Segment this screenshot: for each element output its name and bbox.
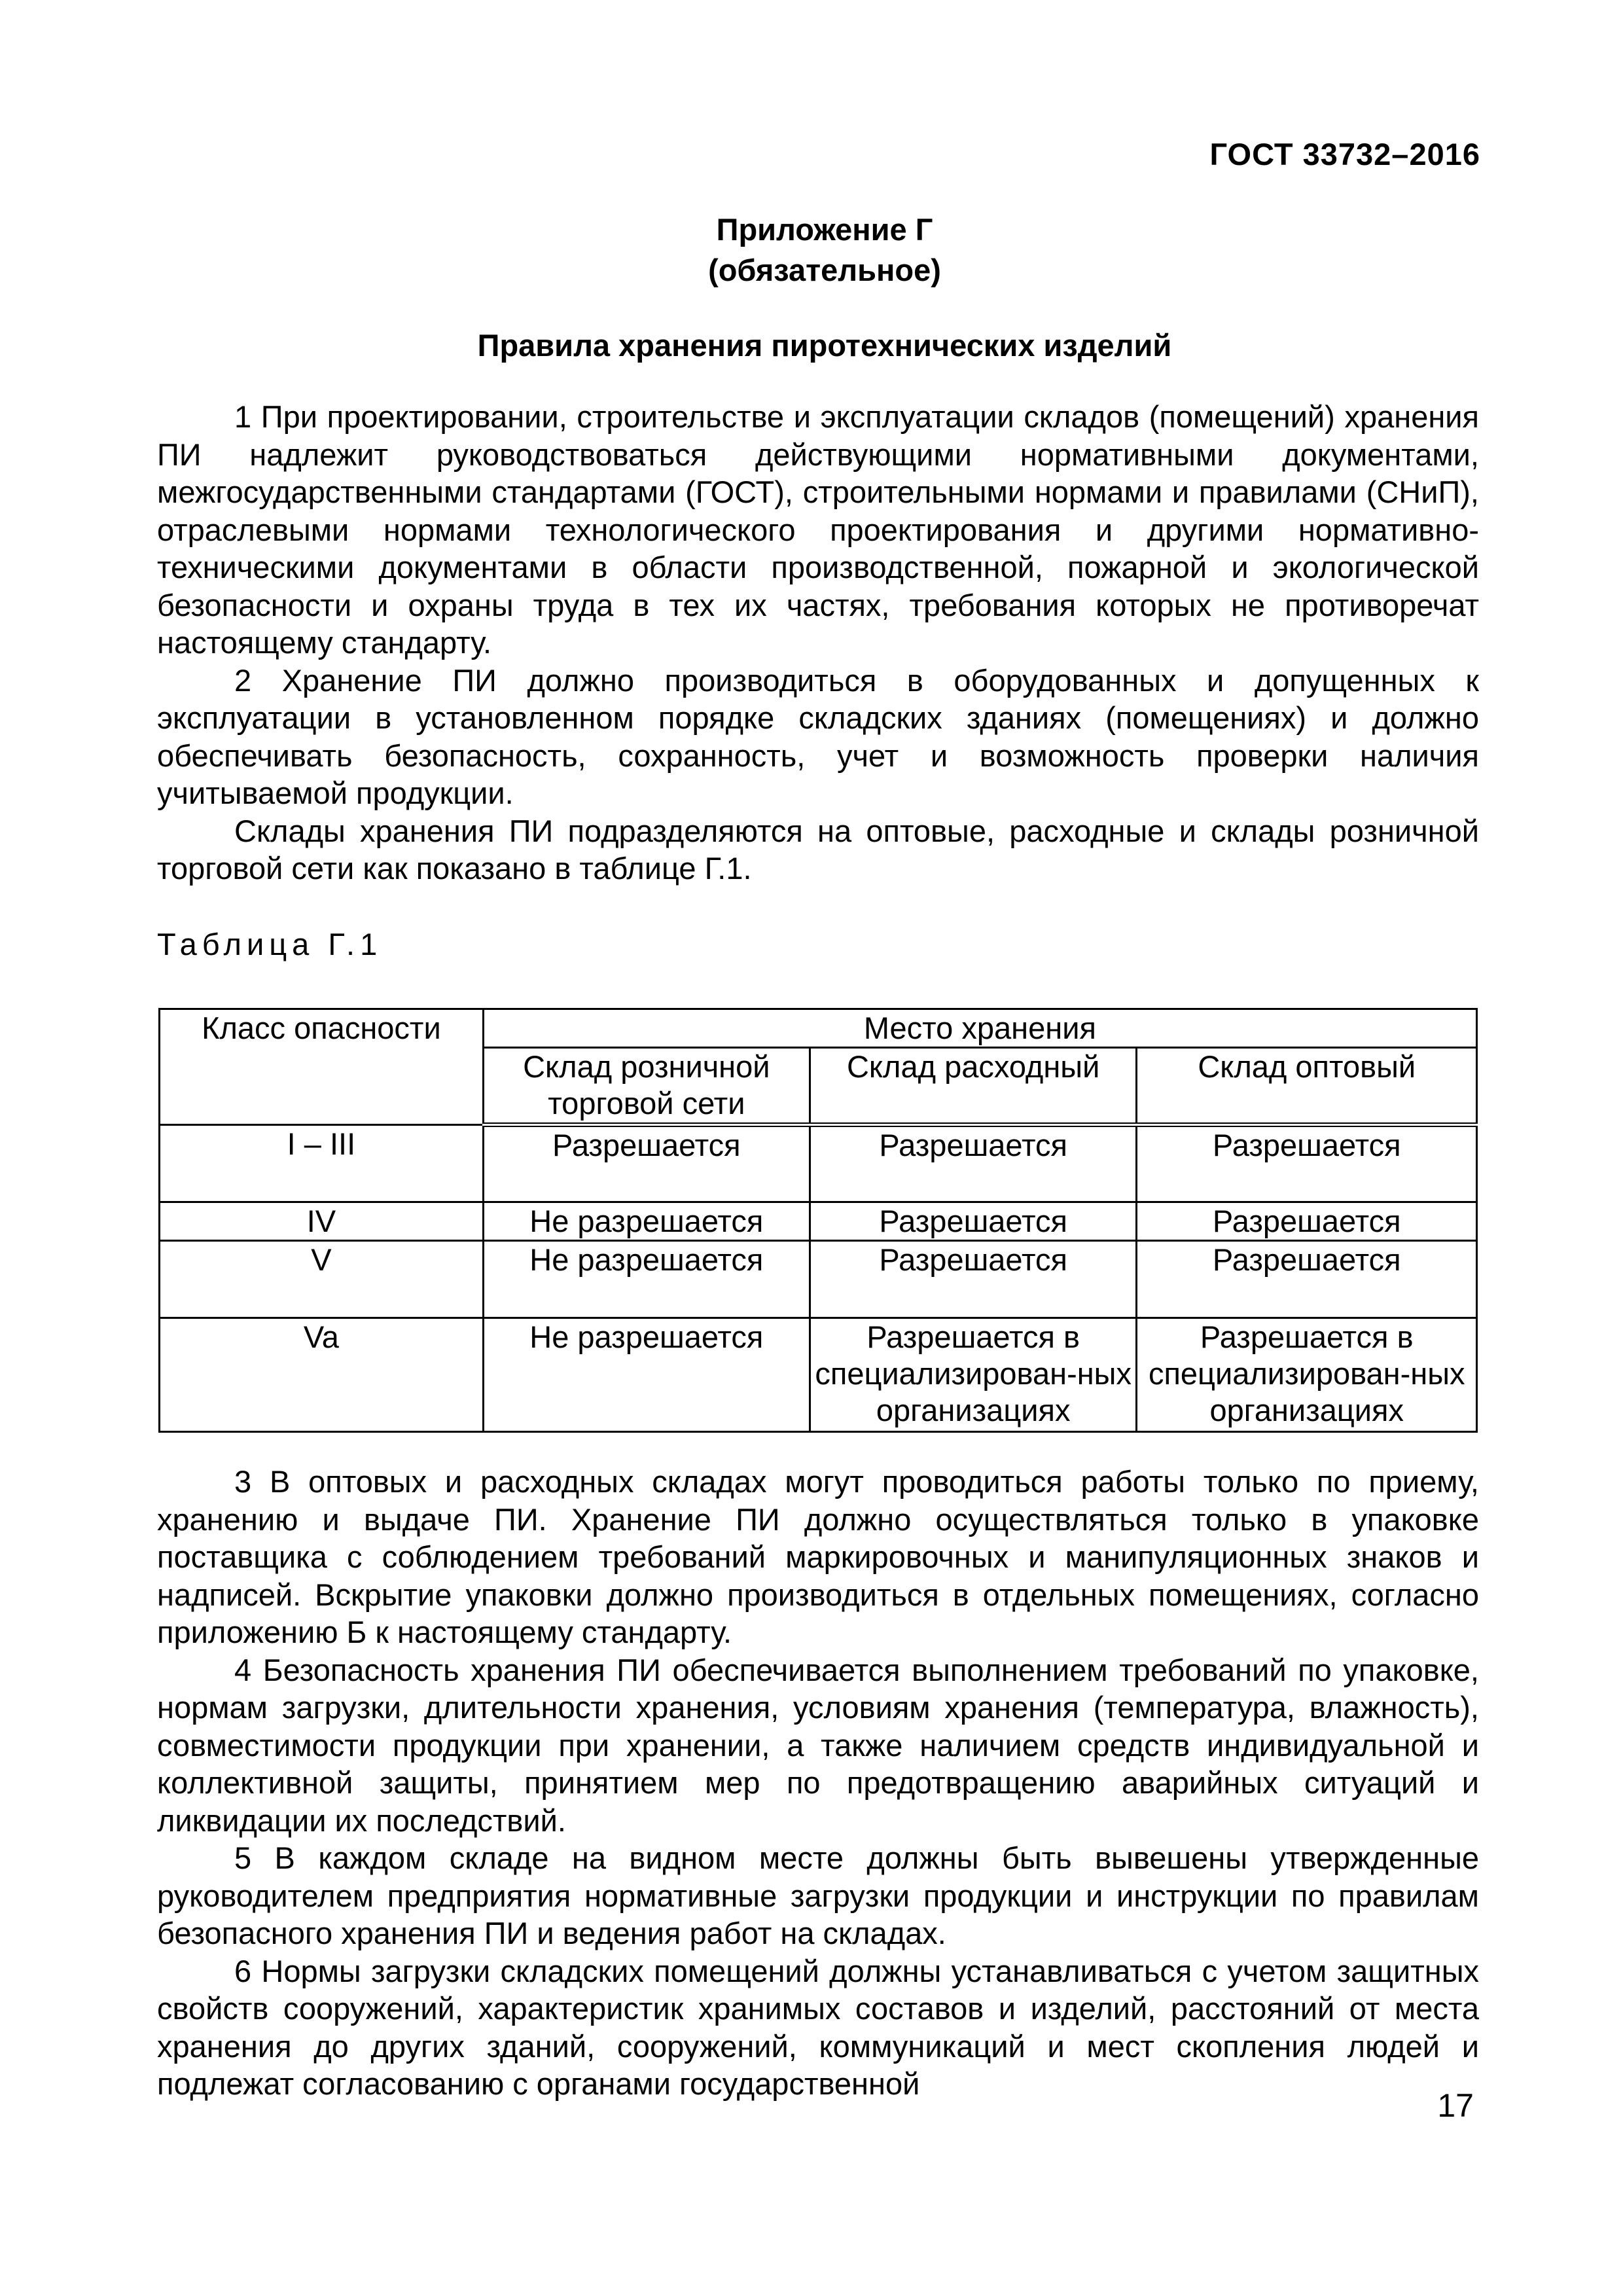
paragraph-3: 3 В оптовых и расходных складах могут проводиться работы только по приему, хранению и выдаче ПИ. Хранение ПИ должно осуществляться только в упаковке поставщика с соблюдением требований маркировочных и манипуляционных знаков и надписей. Вскрытие упаковки должно производиться в отдельных помещениях, согласно приложению Б к настоящему стандарту. [157, 1464, 1479, 1649]
header-consumable: Склад расходный [810, 1048, 1137, 1125]
header-hazard-class: Класс опасности [160, 1009, 484, 1125]
cell-wholesale: Разрешается [1137, 1202, 1477, 1241]
header-wholesale: Склад оптовый [1137, 1048, 1477, 1125]
storage-table [158, 1008, 1478, 1433]
paragraph-6: 6 Нормы загрузки складских помещений должны устанавливаться с учетом защитных свойств сооружений, характеристик хранимых составов и изделий, расстояний от места хранения до других зданий, сооружений, коммуникаций и мест скопления людей и подлежат согласованию с органами государственной [157, 1953, 1479, 2101]
annex-heading [0, 209, 1623, 291]
cell-wholesale: Разрешается [1137, 1125, 1477, 1202]
paragraph-2: 2 Хранение ПИ должно производиться в оборудованных и допущенных к эксплуатации в установленном порядке складских зданиях (помещениях) и должно обеспечивать безопасность, сохранность, учет и возможность проверки наличия учитываемой продукции. [157, 662, 1479, 810]
annex-status: (обязательное) [708, 253, 941, 287]
paragraph-5: 5 В каждом складе на видном месте должны быть вывешены утвержденные руководителем предприятия нормативные загрузки продукции и инструкции по правилам безопасного хранения ПИ и ведения работ на складах. [157, 1840, 1479, 1950]
page-number: 17 [1437, 2087, 1474, 2124]
cell-retail: Не разрешается [483, 1241, 810, 1318]
standard-code: ГОСТ 33732–2016 [1209, 137, 1480, 171]
table-row [160, 1318, 1477, 1432]
paragraphs-after-table [157, 1463, 1479, 2103]
cell-consumable: Разрешается [810, 1125, 1137, 1202]
cell-hazard-class: I – III [160, 1125, 484, 1202]
cell-retail: Разрешается [483, 1125, 810, 1202]
cell-hazard-class: Va [160, 1318, 484, 1432]
paragraph-1: 1 При проектировании, строительстве и эксплуатации складов (помещений) хранения ПИ надлежит руководствоваться действующими нормативными документами, межгосударственными стандартами (ГОСТ), строительными нормами и правилами (СНиП), отраслевыми нормами технологического проектирования и другими нормативно-техническими документами в области производственной, пожарной и экологической безопасности и охраны труда в тех их частях, требования которых не противоречат настоящему стандарту. [157, 399, 1479, 660]
cell-retail: Не разрешается [483, 1318, 810, 1432]
table-row [160, 1241, 1477, 1318]
table-row [160, 1125, 1477, 1202]
cell-hazard-class: V [160, 1241, 484, 1318]
table-row [160, 1202, 1477, 1241]
table-label: Таблица Г.1 [157, 927, 383, 961]
cell-consumable: Разрешается [810, 1202, 1137, 1241]
cell-wholesale: Разрешается в специализирован-ных организациях [1137, 1318, 1477, 1432]
paragraph-2-continued: Склады хранения ПИ подразделяются на оптовые, расходные и склады розничной торговой сети как показано в таблице Г.1. [157, 813, 1479, 886]
annex-title: Приложение Г [716, 212, 933, 247]
header-retail: Склад розничной торговой сети [483, 1048, 810, 1125]
paragraphs-before-table [157, 398, 1479, 888]
cell-retail: Не разрешается [483, 1202, 810, 1241]
section-title: Правила хранения пиротехнических изделий [477, 328, 1172, 363]
cell-consumable: Разрешается в специализирован-ных организациях [810, 1318, 1137, 1432]
cell-hazard-class: IV [160, 1202, 484, 1241]
cell-wholesale: Разрешается [1137, 1241, 1477, 1318]
paragraph-4: 4 Безопасность хранения ПИ обеспечивается выполнением требований по упаковке, нормам загрузки, длительности хранения, условиям хранения (температура, влажность), совместимости продукции при хранении, а также наличием средств индивидуальной и коллективной защиты, принятием мер по предотвращению аварийных ситуаций и ликвидации их последствий. [157, 1652, 1479, 1838]
header-storage-place: Место хранения [483, 1009, 1476, 1048]
cell-consumable: Разрешается [810, 1241, 1137, 1318]
